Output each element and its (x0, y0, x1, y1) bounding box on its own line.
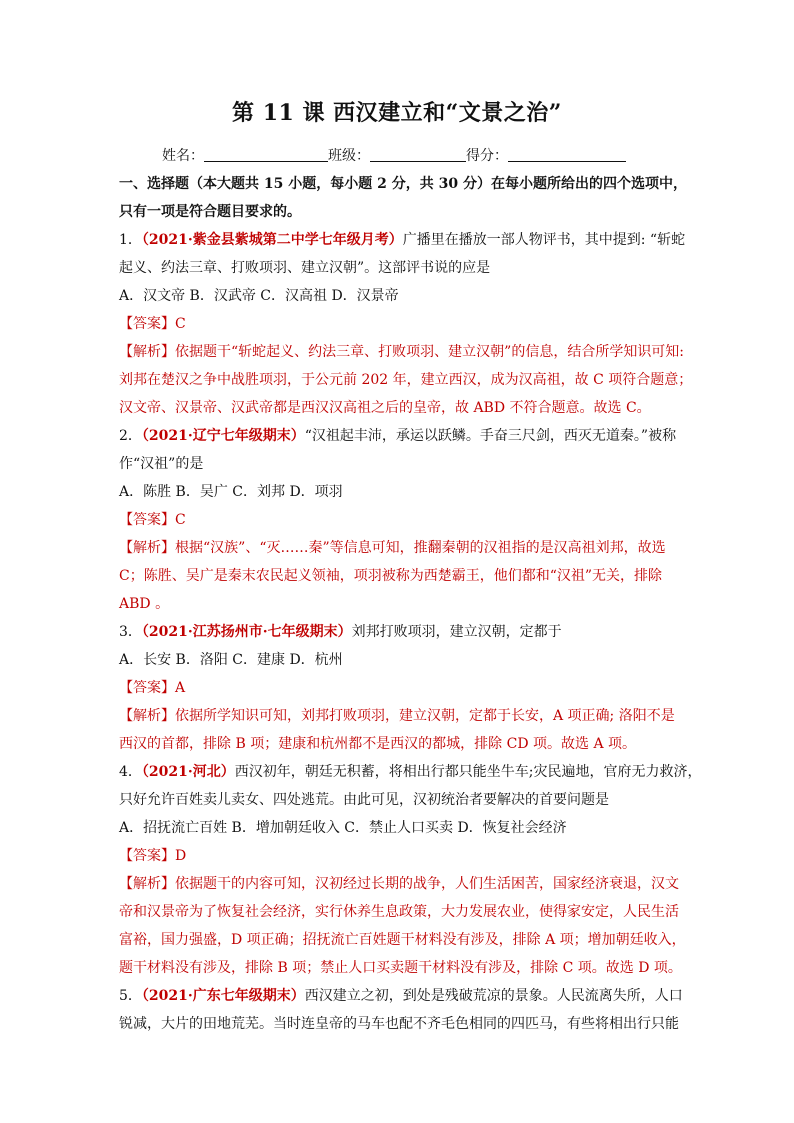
score-blank[interactable] (508, 147, 626, 162)
question-3-answer (119, 674, 679, 702)
score-label: 得分： (466, 148, 508, 164)
question-2-analysis-cont: C；陈胜、吴广是秦末农民起义领袖，项羽被称为西楚霸王，他们都和“汉祖”无关，排除 (119, 568, 663, 584)
question-text: “汉祖起丰沛，承运以跃鳞。手奋三尺剑，西灭无道秦。”被称 (304, 428, 677, 444)
question-4-stem-cont: 只好允许百姓卖儿卖女、四处逃荒。由此可见，汉初统治者要解决的首要问题是 (119, 792, 609, 808)
answer-tag: 【答案】 (119, 316, 175, 332)
question-4-analysis-cont: 题干材料没有涉及，排除 B 项；禁止人口买卖题干材料没有涉及，排除 C 项。故选 D 项。 (119, 960, 682, 976)
name-label: 姓名： (162, 148, 204, 164)
answer-value: C (175, 316, 186, 332)
question-3-options: A．长安 B．洛阳 C．建康 D．杭州 (119, 652, 343, 668)
question-4-stem (119, 758, 702, 786)
question-1-options: A．汉文帝 B．汉武帝 C．汉高祖 D．汉景帝 (119, 288, 399, 304)
question-source: （2021·紫金县紫城第二中学七年级月考） (141, 232, 403, 248)
question-text: 广播里在播放一部人物评书，其中提到: “斩蛇 (402, 232, 686, 248)
question-2-analysis-cont: ABD 。 (119, 596, 170, 612)
analysis-tag: 【解析】 (119, 540, 175, 556)
analysis-text: 依据所学知识可知，刘邦打败项羽，建立汉朝，定都于长安，A 项正确; 洛阳不是 (175, 708, 675, 724)
answer-value: C (175, 512, 186, 528)
name-blank[interactable] (204, 147, 328, 162)
analysis-text: 依据题干的内容可知，汉初经过长期的战争，人们生活困苦，国家经济衰退，汉文 (175, 876, 679, 892)
question-2-answer (119, 506, 679, 534)
page-title: 第 11 课 西汉建立和“文景之治” (232, 100, 562, 126)
question-number: 3． (119, 624, 142, 640)
question-number: 4． (119, 764, 142, 780)
answer-tag: 【答案】 (119, 680, 175, 696)
analysis-tag: 【解析】 (119, 708, 175, 724)
question-4-analysis-cont: 富裕，国力强盛，D 项正确；招抚流亡百姓题干材料没有涉及，排除 A 项；增加朝廷收入， (119, 932, 686, 948)
question-source: （2021·广东七年级期末） (141, 988, 305, 1004)
class-label: 班级： (328, 148, 370, 164)
question-4-answer (119, 842, 679, 870)
class-blank[interactable] (370, 147, 466, 162)
question-3-analysis (119, 702, 679, 730)
answer-tag: 【答案】 (119, 512, 175, 528)
question-source: （2021·辽宁七年级期末） (141, 428, 305, 444)
question-1-stem-cont: 起义、约法三章、打败项羽、建立汉朝”。这部评书说的应是 (119, 260, 491, 276)
question-text: 刘邦打败项羽，建立汉朝，定都于 (351, 624, 562, 640)
student-info-line (162, 145, 626, 165)
question-number: 1． (119, 232, 142, 248)
question-1-analysis-cont: 刘邦在楚汉之争中战胜项羽，于公元前 202 年，建立西汉，成为汉高祖，故 C 项符合题意； (119, 372, 693, 388)
question-text: 西汉初年，朝廷无积蓄，将相出行都只能坐牛车;灾民遍地，官府无力救济， (234, 764, 702, 780)
question-1-analysis (119, 338, 685, 366)
question-1-stem (119, 226, 686, 254)
question-content (119, 170, 702, 1038)
question-1-answer (119, 310, 679, 338)
question-4-analysis (119, 870, 679, 898)
question-source: （2021·江苏扬州市·七年级期末） (141, 624, 352, 640)
question-text: 西汉建立之初，到处是残破荒凉的景象。人民流离失所，人口 (304, 988, 683, 1004)
question-number: 5． (119, 988, 142, 1004)
analysis-text: 根据“汉族”、“灭……秦”等信息可知，推翻秦朝的汉祖指的是汉高祖刘邦，故选 (175, 540, 666, 556)
analysis-text: 依据题干“斩蛇起义、约法三章、打败项羽、建立汉朝”的信息，结合所学知识可知: (175, 344, 685, 360)
question-number: 2． (119, 428, 142, 444)
question-2-options: A．陈胜 B．吴广 C．刘邦 D．项羽 (119, 484, 343, 500)
section-heading-cont: 只有一项是符合题目要求的。 (119, 204, 301, 220)
question-4-options: A．招抚流亡百姓 B．增加朝廷收入 C．禁止人口买卖 D．恢复社会经济 (119, 820, 567, 836)
answer-tag: 【答案】 (119, 848, 175, 864)
question-1-analysis-cont: 汉文帝、汉景帝、汉武帝都是西汉汉高祖之后的皇帝，故 ABD 不符合题意。故选 C。 (119, 400, 651, 416)
analysis-tag: 【解析】 (119, 344, 175, 360)
question-3-analysis-cont: 西汉的首都，排除 B 项；建康和杭州都不是西汉的都城，排除 CD 项。故选 A 项。 (119, 736, 637, 752)
question-2-stem-cont: 作“汉祖”的是 (119, 456, 204, 472)
question-5-stem (119, 982, 683, 1010)
section-heading: 一、选择题（本大题共 15 小题，每小题 2 分，共 30 分）在每小题所给出的四个选项中， (119, 176, 687, 192)
question-5-stem-cont: 锐减，大片的田地荒芜。当时连皇帝的马车也配不齐毛色相同的四匹马，有些将相出行只能 (119, 1016, 679, 1032)
question-2-analysis (119, 534, 679, 562)
answer-value: A (175, 680, 186, 696)
answer-value: D (175, 848, 187, 864)
question-source: （2021·河北） (141, 764, 235, 780)
question-2-stem (119, 422, 679, 450)
analysis-tag: 【解析】 (119, 876, 175, 892)
question-3-stem (119, 618, 679, 646)
question-4-analysis-cont: 帝和汉景帝为了恢复社会经济，实行休养生息政策，大力发展农业，使得家安定，人民生活 (119, 904, 679, 920)
